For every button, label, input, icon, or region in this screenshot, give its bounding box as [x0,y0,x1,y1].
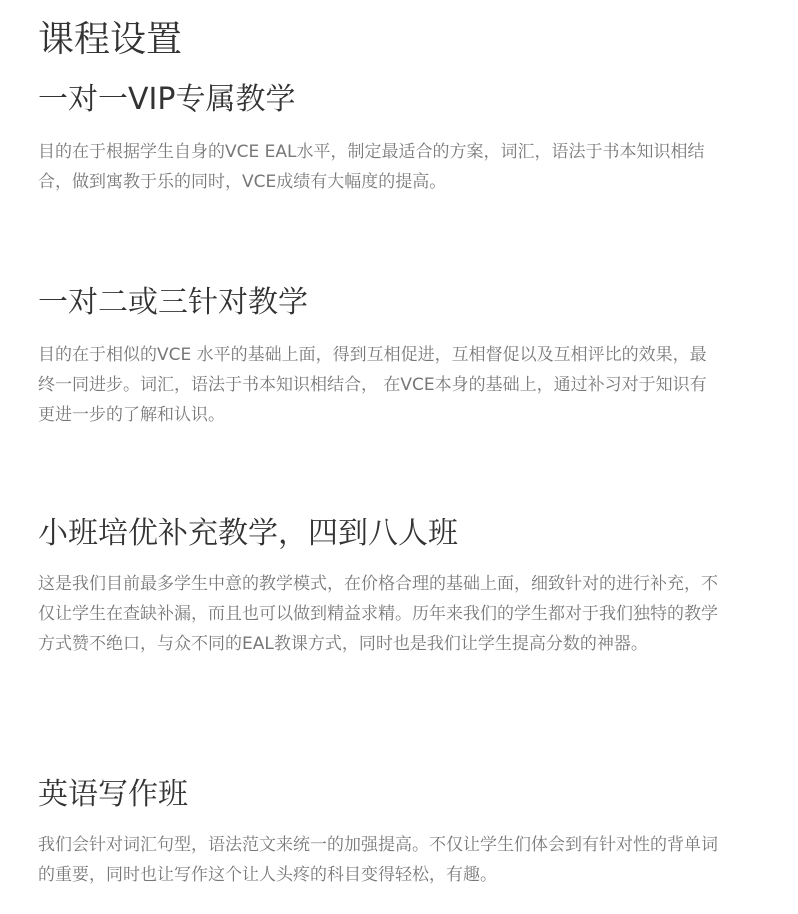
course-section-small-class [38,514,728,659]
section-title: 英语写作班 [38,777,188,812]
section-description: 目的在于相似的VCE 水平的基础上面，得到互相促进，互相督促以及互相评比的效果，最终一同进步。词汇，语法于书本知识相结合， 在VCE本身的基础上，通过补习对于知识有更进一步的了解和认识。 [38,345,707,425]
section-description: 这是我们目前最多学生中意的教学模式，在价格合理的基础上面，细致针对的进行补充，不仅让学生在查缺补漏，而且也可以做到精益求精。历年来我们的学生都对于我们独特的教学方式赞不绝口，与众不同的EAL教课方式，同时也是我们让学生提高分数的神器。 [38,574,718,654]
section-title: 一对二或三针对教学 [38,285,308,320]
section-title: 一对一VIP专属教学 [38,82,296,117]
course-section-vip-one-on-one [38,80,728,197]
section-title: 小班培优补充教学，四到八人班 [38,516,458,551]
course-section-english-writing [38,775,728,890]
course-section-one-on-two-or-three [38,283,728,430]
section-description: 我们会针对词汇句型，语法范文来统一的加强提高。不仅让学生们体会到有针对性的背单词的重要，同时也让写作这个让人头疼的科目变得轻松，有趣。 [38,835,718,885]
section-description: 目的在于根据学生自身的VCE EAL水平，制定最适合的方案，词汇，语法于书本知识相结合，做到寓教于乐的同时，VCE成绩有大幅度的提高。 [38,142,705,192]
page-title: 课程设置 [38,19,183,60]
